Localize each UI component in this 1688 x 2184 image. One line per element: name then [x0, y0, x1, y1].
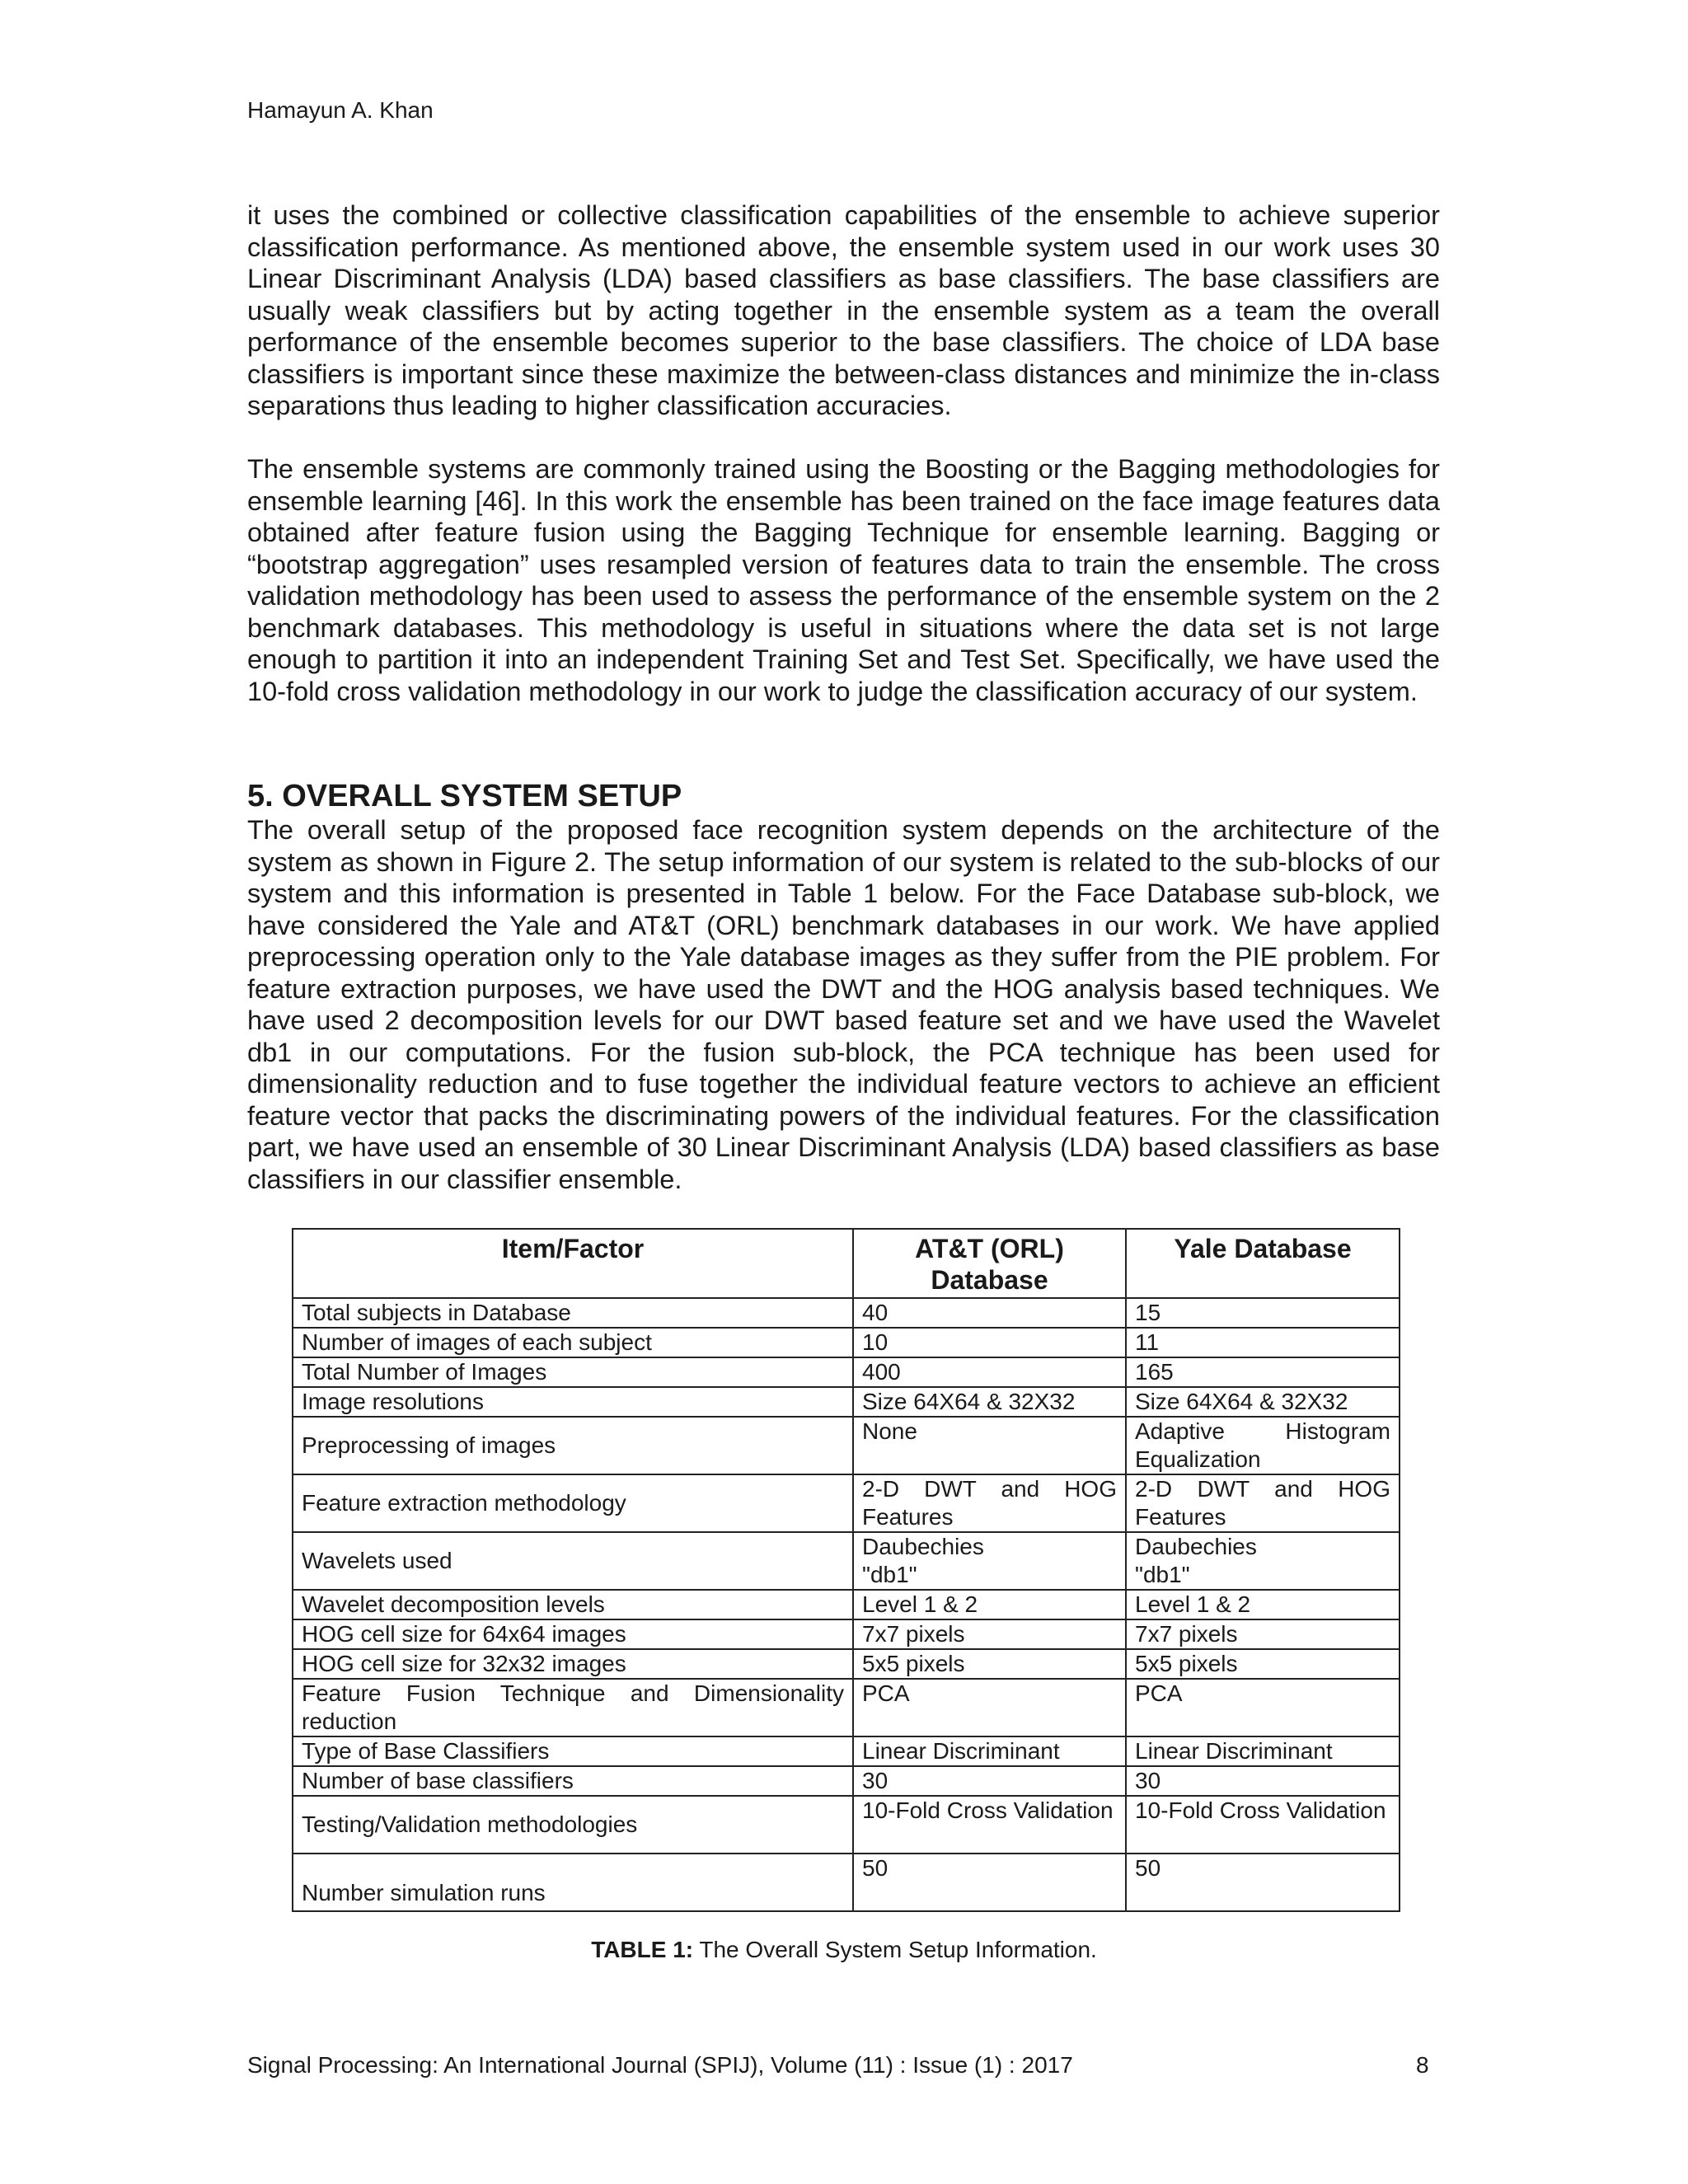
table-cell-att: Daubechies "db1" [853, 1532, 1126, 1590]
table-row [293, 1298, 1400, 1328]
table-cell-att: 5x5 pixels [853, 1649, 1126, 1679]
table-cell-item: Testing/Validation methodologies [293, 1796, 853, 1854]
table-row [293, 1474, 1400, 1532]
table-row [293, 1649, 1400, 1679]
table-row [293, 1679, 1400, 1736]
body-paragraph-3: The overall setup of the proposed face recognition system depends on the architecture of the system as shown in Figure 2. The setup information of our system is related to the sub-blocks of our system and this information is presented in Table 1 below. For the Face Database sub-block, we have considered the Yale and AT&T (ORL) benchmark databases in our work. We have applied preprocessing operation only to the Yale database images as they suffer from the PIE problem. For feature extraction purposes, we have used the DWT and the HOG analysis based techniques. We have used 2 decomposition levels for our DWT based feature set and we have used the Wavelet db1 in our computations. For the fusion sub-block, the PCA technique has been used for dimensionality reduction and to fuse together the individual feature vectors to achieve an efficient feature vector that packs the discriminating powers of the individual features. For the classification part, we have used an ensemble of 30 Linear Discriminant Analysis (LDA) based classifiers as base classifiers in our classifier ensemble. [247, 815, 1440, 1194]
table-row [293, 1736, 1400, 1766]
footer-journal: Signal Processing: An International Journal (SPIJ), Volume (11) : Issue (1) : 2017 [247, 2052, 1073, 2078]
table-row [293, 1328, 1400, 1357]
table-cell-att: 40 [853, 1298, 1126, 1328]
table-cell-att: 7x7 pixels [853, 1619, 1126, 1649]
table-cell-yale: Adaptive Histogram Equalization [1126, 1417, 1400, 1474]
table-cell-att: Linear Discriminant [853, 1736, 1126, 1766]
table-cell-att: 10 [853, 1328, 1126, 1357]
table-cell-att: Level 1 & 2 [853, 1590, 1126, 1619]
table-cell-yale: PCA [1126, 1679, 1400, 1736]
table-cell-att: 400 [853, 1357, 1126, 1387]
table-cell-item: Total subjects in Database [293, 1298, 853, 1328]
table-cell-item: Wavelet decomposition levels [293, 1590, 853, 1619]
table-cell-item: Wavelets used [293, 1532, 853, 1590]
table-row [293, 1532, 1400, 1590]
table-cell-item: HOG cell size for 32x32 images [293, 1649, 853, 1679]
table-cell-yale: Daubechies "db1" [1126, 1532, 1400, 1590]
setup-table [292, 1228, 1400, 1912]
table-cell-att: 10-Fold Cross Validation [853, 1796, 1126, 1854]
page-number: 8 [1416, 2052, 1429, 2078]
table-cell-yale: 2-D DWT and HOG Features [1126, 1474, 1400, 1532]
table-cell-item: Number simulation runs [293, 1854, 853, 1911]
table-cell-att: PCA [853, 1679, 1126, 1736]
table-cell-item: Preprocessing of images [293, 1417, 853, 1474]
table-cell-item: Type of Base Classifiers [293, 1736, 853, 1766]
setup-table-container [292, 1228, 1399, 1912]
table-cell-yale: 10-Fold Cross Validation [1126, 1796, 1400, 1854]
table-cell-att: 50 [853, 1854, 1126, 1911]
table-row [293, 1417, 1400, 1474]
table-cell-yale: Linear Discriminant [1126, 1736, 1400, 1766]
section-heading: 5. OVERALL SYSTEM SETUP [247, 779, 682, 813]
table-cell-yale: Size 64X64 & 32X32 [1126, 1387, 1400, 1417]
table-row [293, 1590, 1400, 1619]
table-cell-att: None [853, 1417, 1126, 1474]
table-row [293, 1766, 1400, 1796]
table-cell-yale: Level 1 & 2 [1126, 1590, 1400, 1619]
table-caption [0, 1937, 1688, 1963]
header-yale-database: Yale Database [1126, 1229, 1400, 1298]
table-cell-yale: 50 [1126, 1854, 1400, 1911]
body-paragraph-2: The ensemble systems are commonly trained using the Boosting or the Bagging methodologies for ensemble learning [46]. In this work the ensemble has been trained on the face image features data obtained after feature fusion using the Bagging Technique for ensemble learning. Bagging or “bootstrap aggregation” uses resampled version of features data to train the ensemble. The cross validation methodology has been used to assess the performance of the ensemble system on the 2 benchmark databases. This methodology is useful in situations where the data set is not large enough to partition it into an independent Training Set and Test Set. Specifically, we have used the 10-fold cross validation methodology in our work to judge the classification accuracy of our system. [247, 454, 1440, 706]
table-caption-text: The Overall System Setup Information. [693, 1937, 1097, 1962]
table-cell-item: Feature extraction methodology [293, 1474, 853, 1532]
table-caption-label: TABLE 1: [591, 1937, 694, 1962]
table-cell-att: 30 [853, 1766, 1126, 1796]
table-cell-item: Total Number of Images [293, 1357, 853, 1387]
table-cell-att: 2-D DWT and HOG Features [853, 1474, 1126, 1532]
table-cell-item: Number of images of each subject [293, 1328, 853, 1357]
body-paragraph-1: it uses the combined or collective classification capabilities of the ensemble to achieve superior classification performance. As mentioned above, the ensemble system used in our work uses 30 Linear Discriminant Analysis (LDA) based classifiers as base classifiers. The base classifiers are usually weak classifiers but by acting together in the ensemble system as a team the overall performance of the ensemble becomes superior to the base classifiers. The choice of LDA base classifiers is important since these maximize the between-class distances and minimize the in-class separations thus leading to higher classification accuracies. [247, 200, 1440, 420]
table-cell-item: HOG cell size for 64x64 images [293, 1619, 853, 1649]
table-cell-yale: 15 [1126, 1298, 1400, 1328]
running-head-author: Hamayun A. Khan [247, 97, 434, 123]
table-header-row [293, 1229, 1400, 1298]
table-cell-yale: 11 [1126, 1328, 1400, 1357]
table-row [293, 1387, 1400, 1417]
header-att-database: AT&T (ORL) Database [853, 1229, 1126, 1298]
table-cell-yale: 5x5 pixels [1126, 1649, 1400, 1679]
table-row [293, 1619, 1400, 1649]
table-cell-att: Size 64X64 & 32X32 [853, 1387, 1126, 1417]
table-cell-item: Number of base classifiers [293, 1766, 853, 1796]
table-cell-yale: 165 [1126, 1357, 1400, 1387]
table-cell-item: Feature Fusion Technique and Dimensionality reduction [293, 1679, 853, 1736]
table-row [293, 1854, 1400, 1911]
table-cell-item: Image resolutions [293, 1387, 853, 1417]
table-row [293, 1357, 1400, 1387]
header-item-factor: Item/Factor [293, 1229, 853, 1298]
table-cell-yale: 30 [1126, 1766, 1400, 1796]
table-row [293, 1796, 1400, 1854]
table-cell-yale: 7x7 pixels [1126, 1619, 1400, 1649]
